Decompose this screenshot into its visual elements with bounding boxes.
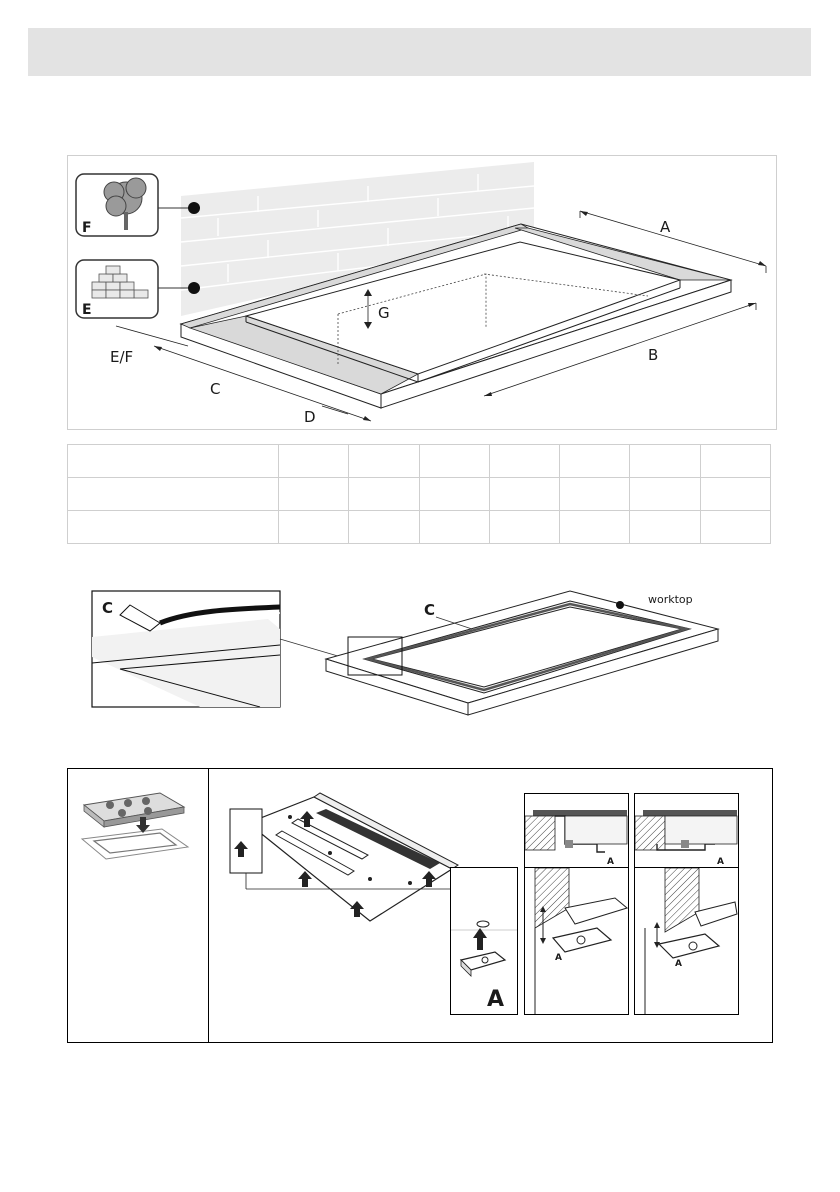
- installation-steps-frame: [67, 768, 773, 1043]
- seal-callout-label: C: [102, 599, 114, 617]
- dimension-label-d: D: [304, 408, 316, 426]
- detail1-label: A: [555, 953, 562, 963]
- frame-divider: [208, 769, 209, 1042]
- worktop-label: worktop: [648, 593, 693, 606]
- noncombustible-material-icon: [76, 260, 158, 318]
- bracket-detail: [450, 867, 518, 1015]
- seal-worktop: [326, 591, 718, 715]
- bracket-label: A: [487, 987, 505, 1012]
- dimension-label-a: A: [660, 218, 671, 236]
- section1-label: A: [607, 857, 614, 867]
- dimension-label-ef: E/F: [110, 348, 134, 366]
- label-e: E: [82, 302, 92, 318]
- table-row: [68, 511, 771, 544]
- detail2-label: A: [675, 959, 682, 969]
- dimensions-table: [67, 444, 771, 544]
- seal-figure: [80, 585, 730, 725]
- seal-main-label: C: [424, 601, 436, 619]
- table-row: [68, 445, 771, 478]
- dimension-label-b: B: [648, 346, 659, 364]
- table-row: [68, 478, 771, 511]
- section-header-bar: [28, 28, 811, 76]
- hob-placement-figure: [76, 781, 196, 871]
- seal-callout: [92, 591, 280, 707]
- bracket-detail-2: [634, 867, 739, 1015]
- dimension-label-c: C: [210, 380, 221, 398]
- combustible-material-icon: [76, 174, 158, 236]
- section2-label: A: [717, 857, 724, 867]
- bracket-detail-1: [524, 867, 629, 1015]
- cutout-dimensions-figure: [67, 155, 777, 430]
- dimension-label-g: G: [378, 304, 390, 322]
- bracket-section-2: [634, 793, 739, 869]
- label-f: F: [82, 220, 92, 236]
- bracket-section-1: [524, 793, 629, 869]
